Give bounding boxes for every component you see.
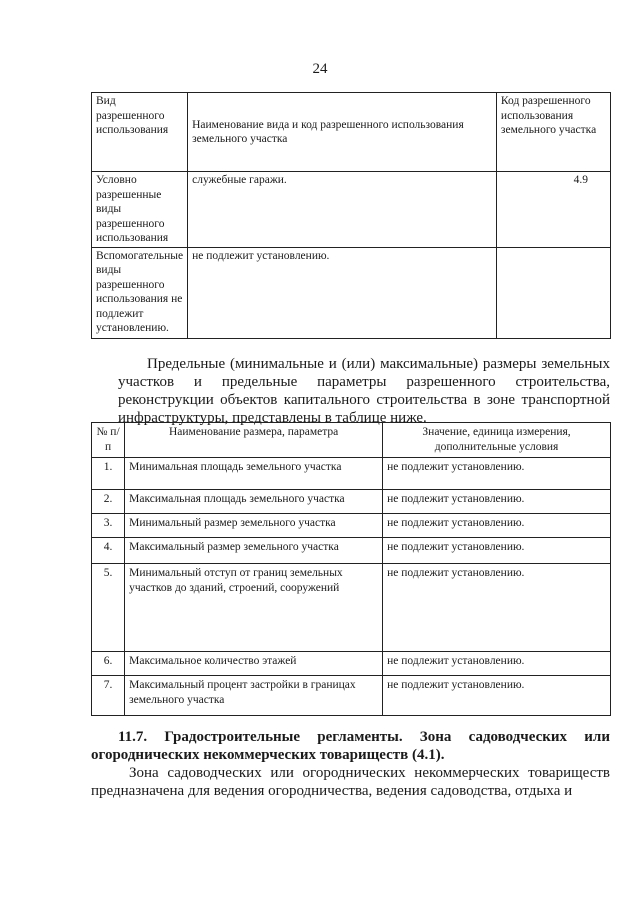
row-num: 5. xyxy=(92,564,125,652)
header-use-type: Вид разрешенного использования xyxy=(92,93,188,172)
row-num: 4. xyxy=(92,538,125,564)
row-num: 6. xyxy=(92,652,125,676)
section-heading xyxy=(91,728,610,764)
param-name: Минимальная площадь земельного участка xyxy=(125,458,383,490)
use-name-cell: не подлежит установлению. xyxy=(188,247,497,338)
header-num: № п/п xyxy=(92,423,125,458)
table-row xyxy=(92,172,611,248)
param-value: не подлежит установлению. xyxy=(383,652,611,676)
table-row xyxy=(92,458,611,490)
table-row xyxy=(92,564,611,652)
limits-paragraph xyxy=(118,355,610,427)
parameters-table xyxy=(91,422,611,716)
header-use-name: Наименование вида и код разрешенного использования земельного участка xyxy=(188,93,497,172)
param-value: не подлежит установлению. xyxy=(383,490,611,514)
table-row xyxy=(92,247,611,338)
table-header-row xyxy=(92,93,611,172)
page-number: 24 xyxy=(312,61,328,77)
param-value: не подлежит установлению. xyxy=(383,538,611,564)
row-num: 3. xyxy=(92,514,125,538)
param-name: Максимальная площадь земельного участка xyxy=(125,490,383,514)
permitted-use-table xyxy=(91,92,611,339)
param-name: Максимальный процент застройки в границах земельного участка xyxy=(125,676,383,716)
table-row xyxy=(92,514,611,538)
table-row xyxy=(92,490,611,514)
param-name: Максимальное количество этажей xyxy=(125,652,383,676)
param-name: Минимальный отступ от границ земельных участков до зданий, строений, сооружений xyxy=(125,564,383,652)
zone-description-text: Зона садоводческих или огороднических некоммерческих товариществ предназначена для ведения огородничества, ведения садоводства, отдыха и xyxy=(91,765,610,799)
param-name: Максимальный размер земельного участка xyxy=(125,538,383,564)
table-row xyxy=(92,676,611,716)
param-value: не подлежит установлению. xyxy=(383,514,611,538)
param-value: не подлежит установлению. xyxy=(383,676,611,716)
use-type-cell: Условно разрешенные виды разрешенного использования xyxy=(92,172,188,248)
use-name-cell: служебные гаражи. xyxy=(188,172,497,248)
param-value: не подлежит установлению. xyxy=(383,564,611,652)
section-heading-text: 11.7. Градостроительные регламенты. Зона садоводческих или огороднических некоммерческих товариществ (4.1). xyxy=(91,729,610,763)
header-param-name: Наименование размера, параметра xyxy=(125,423,383,458)
row-num: 2. xyxy=(92,490,125,514)
param-name: Минимальный размер земельного участка xyxy=(125,514,383,538)
use-code-cell xyxy=(496,247,610,338)
use-type-cell: Вспомогательные виды разрешенного использования не подлежит установлению. xyxy=(92,247,188,338)
row-num: 1. xyxy=(92,458,125,490)
zone-description-paragraph xyxy=(91,764,610,800)
header-param-value: Значение, единица измерения, дополнительные условия xyxy=(383,423,611,458)
table-row xyxy=(92,538,611,564)
table-row xyxy=(92,652,611,676)
param-value: не подлежит установлению. xyxy=(383,458,611,490)
table-header-row xyxy=(92,423,611,458)
header-use-code: Код разрешенного использования земельного участка xyxy=(496,93,610,172)
use-code-cell: 4.9 xyxy=(496,172,610,248)
limits-paragraph-text: Предельные (минимальные и (или) максимальные) размеры земельных участков и предельные параметры разрешенного строительства, реконструкции объектов капитального строительства в зоне транспортной инфраструктуры, представлены в таблице ниже. xyxy=(118,356,610,426)
row-num: 7. xyxy=(92,676,125,716)
